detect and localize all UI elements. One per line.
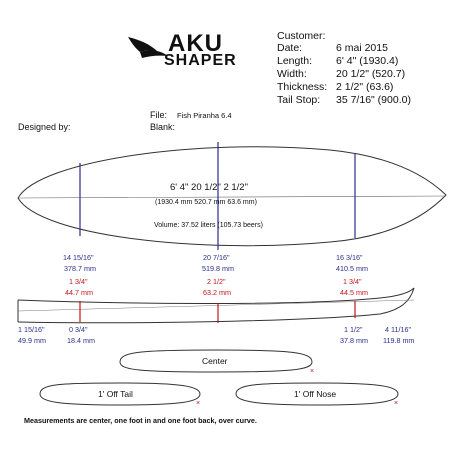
section-nose-label: 1' Off Nose <box>294 389 337 399</box>
spec-label-width: Width: <box>277 68 307 80</box>
spec-value-tail-stop: 35 7/16" (900.0) <box>336 94 411 106</box>
svg-text:×: × <box>394 400 399 407</box>
spec-label-tail-stop: Tail Stop: <box>277 94 321 106</box>
designed-by-label: Designed by: <box>18 122 71 132</box>
footnote: Measurements are center, one foot in and one foot back, over curve. <box>24 416 257 425</box>
spec-value-date: 6 mai 2015 <box>336 42 388 54</box>
spec-label-customer: Customer: <box>277 30 326 42</box>
brand-aku: AKU <box>168 30 223 57</box>
rocker-1ft-tail-imperial: 0 3/4" <box>69 325 88 334</box>
section-center-label: Center <box>202 356 228 366</box>
svg-text:×: × <box>196 400 201 407</box>
thickness-tail-metric: 44.7 mm <box>65 288 93 297</box>
spec-value-width: 20 1/2" (520.7) <box>336 68 406 80</box>
spec-value-thickness: 2 1/2" (63.6) <box>336 81 394 93</box>
spec-value-length: 6' 4" (1930.4) <box>336 55 399 67</box>
width-tail-imperial: 14 15/16" <box>63 253 94 262</box>
rocker-1ft-tail-metric: 18.4 mm <box>67 336 95 345</box>
rocker-tail-metric: 49.9 mm <box>18 336 46 345</box>
thickness-nose-imperial: 1 3/4" <box>343 277 362 286</box>
rocker-tail-imperial: 1 15/16" <box>18 325 45 334</box>
file-label: File: <box>150 110 168 120</box>
width-center-imperial: 20 7/16" <box>203 253 230 262</box>
outline-volume: Volume: 37.52 liters (105.73 beers) <box>154 222 263 229</box>
thickness-tail-imperial: 1 3/4" <box>69 277 88 286</box>
thickness-center-imperial: 2 1/2" <box>207 277 226 286</box>
spec-label-thickness: Thickness: <box>277 81 328 93</box>
width-nose-metric: 410.5 mm <box>336 264 368 273</box>
rocker-1ft-nose-imperial: 1 1/2" <box>344 325 363 334</box>
brand-shaper: SHAPER <box>164 52 237 69</box>
rocker-nose-metric: 119.8 mm <box>383 336 415 345</box>
board-outline <box>18 142 446 250</box>
rocker-nose-imperial: 4 11/16" <box>385 325 411 334</box>
spec-label-date: Date: <box>277 42 303 54</box>
outline-dims-metric: (1930.4 mm 520.7 mm 63.6 mm) <box>155 199 257 206</box>
width-nose-imperial: 16 3/16" <box>336 253 363 262</box>
width-center-metric: 519.8 mm <box>202 264 234 273</box>
thickness-center-metric: 63.2 mm <box>203 288 231 297</box>
bird-logo-icon <box>128 37 168 58</box>
outline-dims-imperial: 6' 4" 20 1/2" 2 1/2" <box>170 182 248 193</box>
thickness-nose-metric: 44.5 mm <box>340 288 368 297</box>
svg-text:×: × <box>310 368 315 375</box>
file-value: Fish Piranha 6.4 <box>177 111 232 120</box>
section-tail-label: 1' Off Tail <box>98 389 133 399</box>
rocker-1ft-nose-metric: 37.8 mm <box>340 336 368 345</box>
width-tail-metric: 378.7 mm <box>64 264 96 273</box>
blank-label: Blank: <box>150 122 176 132</box>
spec-label-length: Length: <box>277 55 313 67</box>
